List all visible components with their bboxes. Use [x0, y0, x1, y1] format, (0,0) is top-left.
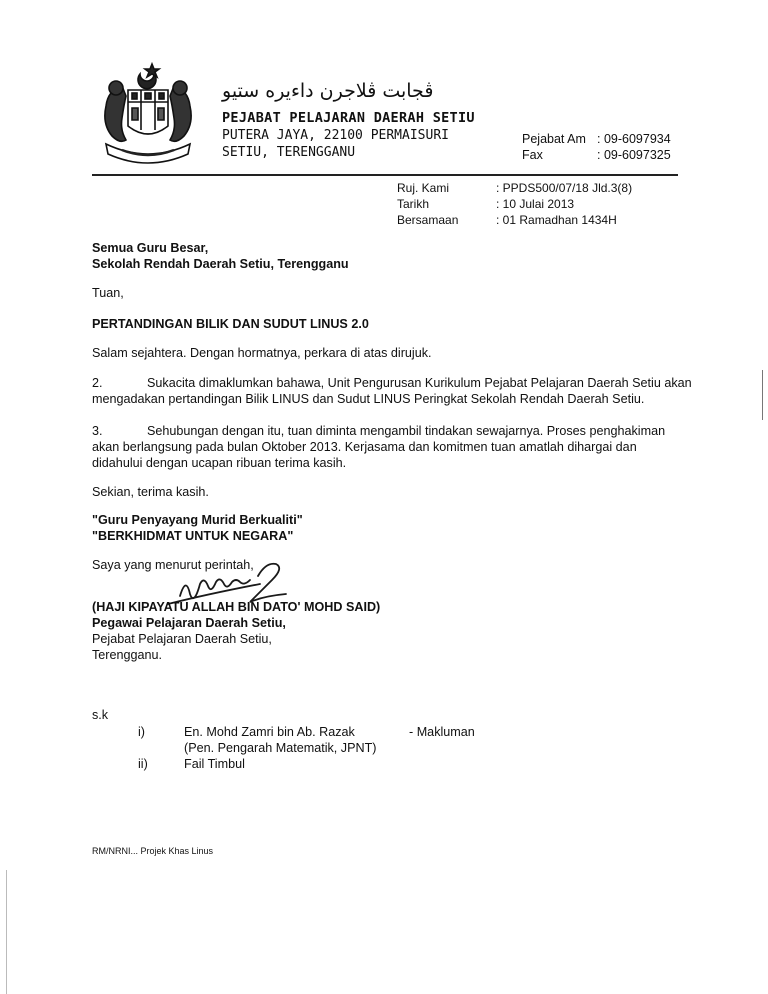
ref-label: Ruj. Kami	[397, 181, 450, 195]
salutation: Tuan,	[92, 286, 124, 300]
cc-item-2-number: ii)	[138, 757, 148, 771]
closing: Sekian, terima kasih.	[92, 485, 209, 499]
signatory-office: Pejabat Pelajaran Daerah Setiu,	[92, 632, 272, 646]
paragraph-3-line-3: didahului dengan ucapan ribuan terima kasih.	[92, 456, 347, 470]
phone-label: Pejabat Am	[522, 132, 586, 146]
paragraph-2-line-2: mengadakan pertandingan Bilik LINUS dan Sudut LINUS Peringkat Sekolah Rendah Daerah Setiu.	[92, 392, 645, 406]
cc-item-2-name: Fail Timbul	[184, 757, 245, 771]
signatory-name: (HAJI KIPAYATU ALLAH BIN DATO' MOHD SAID)	[92, 600, 381, 614]
address-line-1: PUTERA JAYA, 22100 PERMAISURI	[222, 128, 449, 143]
date-value: : 10 Julai 2013	[496, 197, 575, 211]
paragraph-3-line-1: Sehubungan dengan itu, tuan diminta mengambil tindakan sewajarnya. Proses penghakiman	[147, 424, 666, 438]
cc-item-1-action: - Makluman	[409, 725, 475, 739]
subject-line: PERTANDINGAN BILIK DAN SUDUT LINUS 2.0	[92, 317, 369, 331]
recipient-line-1: Semua Guru Besar,	[92, 241, 209, 255]
paragraph-3-line-2: akan berlangsung pada bulan Oktober 2013. Kerjasama dan komitmen tuan amatlah dihargai dan	[92, 440, 637, 454]
cc-item-1-name: En. Mohd Zamri bin Ab. Razak	[184, 725, 355, 739]
signoff: Saya yang menurut perintah,	[92, 558, 254, 572]
recipient-line-2: Sekolah Rendah Daerah Setiu, Terengganu	[92, 257, 349, 271]
motto-2: "BERKHIDMAT UNTUK NEGARA"	[92, 529, 294, 543]
scan-edge-mark	[6, 870, 7, 994]
cc-label: s.k	[92, 708, 109, 722]
office-name-jawi: ڤجابت ڤلاجرن داءيره ستيو	[222, 80, 434, 102]
address-line-2: SETIU, TERENGGANU	[222, 145, 356, 160]
fax-value: : 09-6097325	[597, 148, 671, 162]
scan-margin-mark	[762, 370, 763, 420]
paragraph-1: Salam sejahtera. Dengan hormatnya, perkara di atas dirujuk.	[92, 346, 432, 360]
signatory-title: Pegawai Pelajaran Daerah Setiu,	[92, 616, 286, 630]
cc-item-1-role: (Pen. Pengarah Matematik, JPNT)	[184, 741, 377, 755]
fax-label: Fax	[522, 148, 543, 162]
motto-1: "Guru Penyayang Murid Berkualiti"	[92, 513, 303, 527]
office-name: PEJABAT PELAJARAN DAERAH SETIU	[222, 110, 475, 126]
phone-value: : 09-6097934	[597, 132, 671, 146]
paragraph-2-number: 2.	[92, 376, 103, 390]
footer-note: RM/NRNI... Projek Khas Linus	[92, 846, 214, 856]
coat-of-arms-logo	[92, 60, 204, 168]
hijri-label: Bersamaan	[397, 213, 459, 227]
hijri-value: : 01 Ramadhan 1434H	[496, 213, 617, 227]
ref-value: : PPDS500/07/18 Jld.3(8)	[496, 181, 633, 195]
signatory-state: Terengganu.	[92, 648, 163, 662]
paragraph-3-number: 3.	[92, 424, 103, 438]
date-label: Tarikh	[397, 197, 430, 211]
header-divider	[92, 174, 678, 176]
cc-item-1-number: i)	[138, 725, 145, 739]
paragraph-2-line-1: Sukacita dimaklumkan bahawa, Unit Pengurusan Kurikulum Pejabat Pelajaran Daerah Setiu akan	[147, 376, 692, 390]
